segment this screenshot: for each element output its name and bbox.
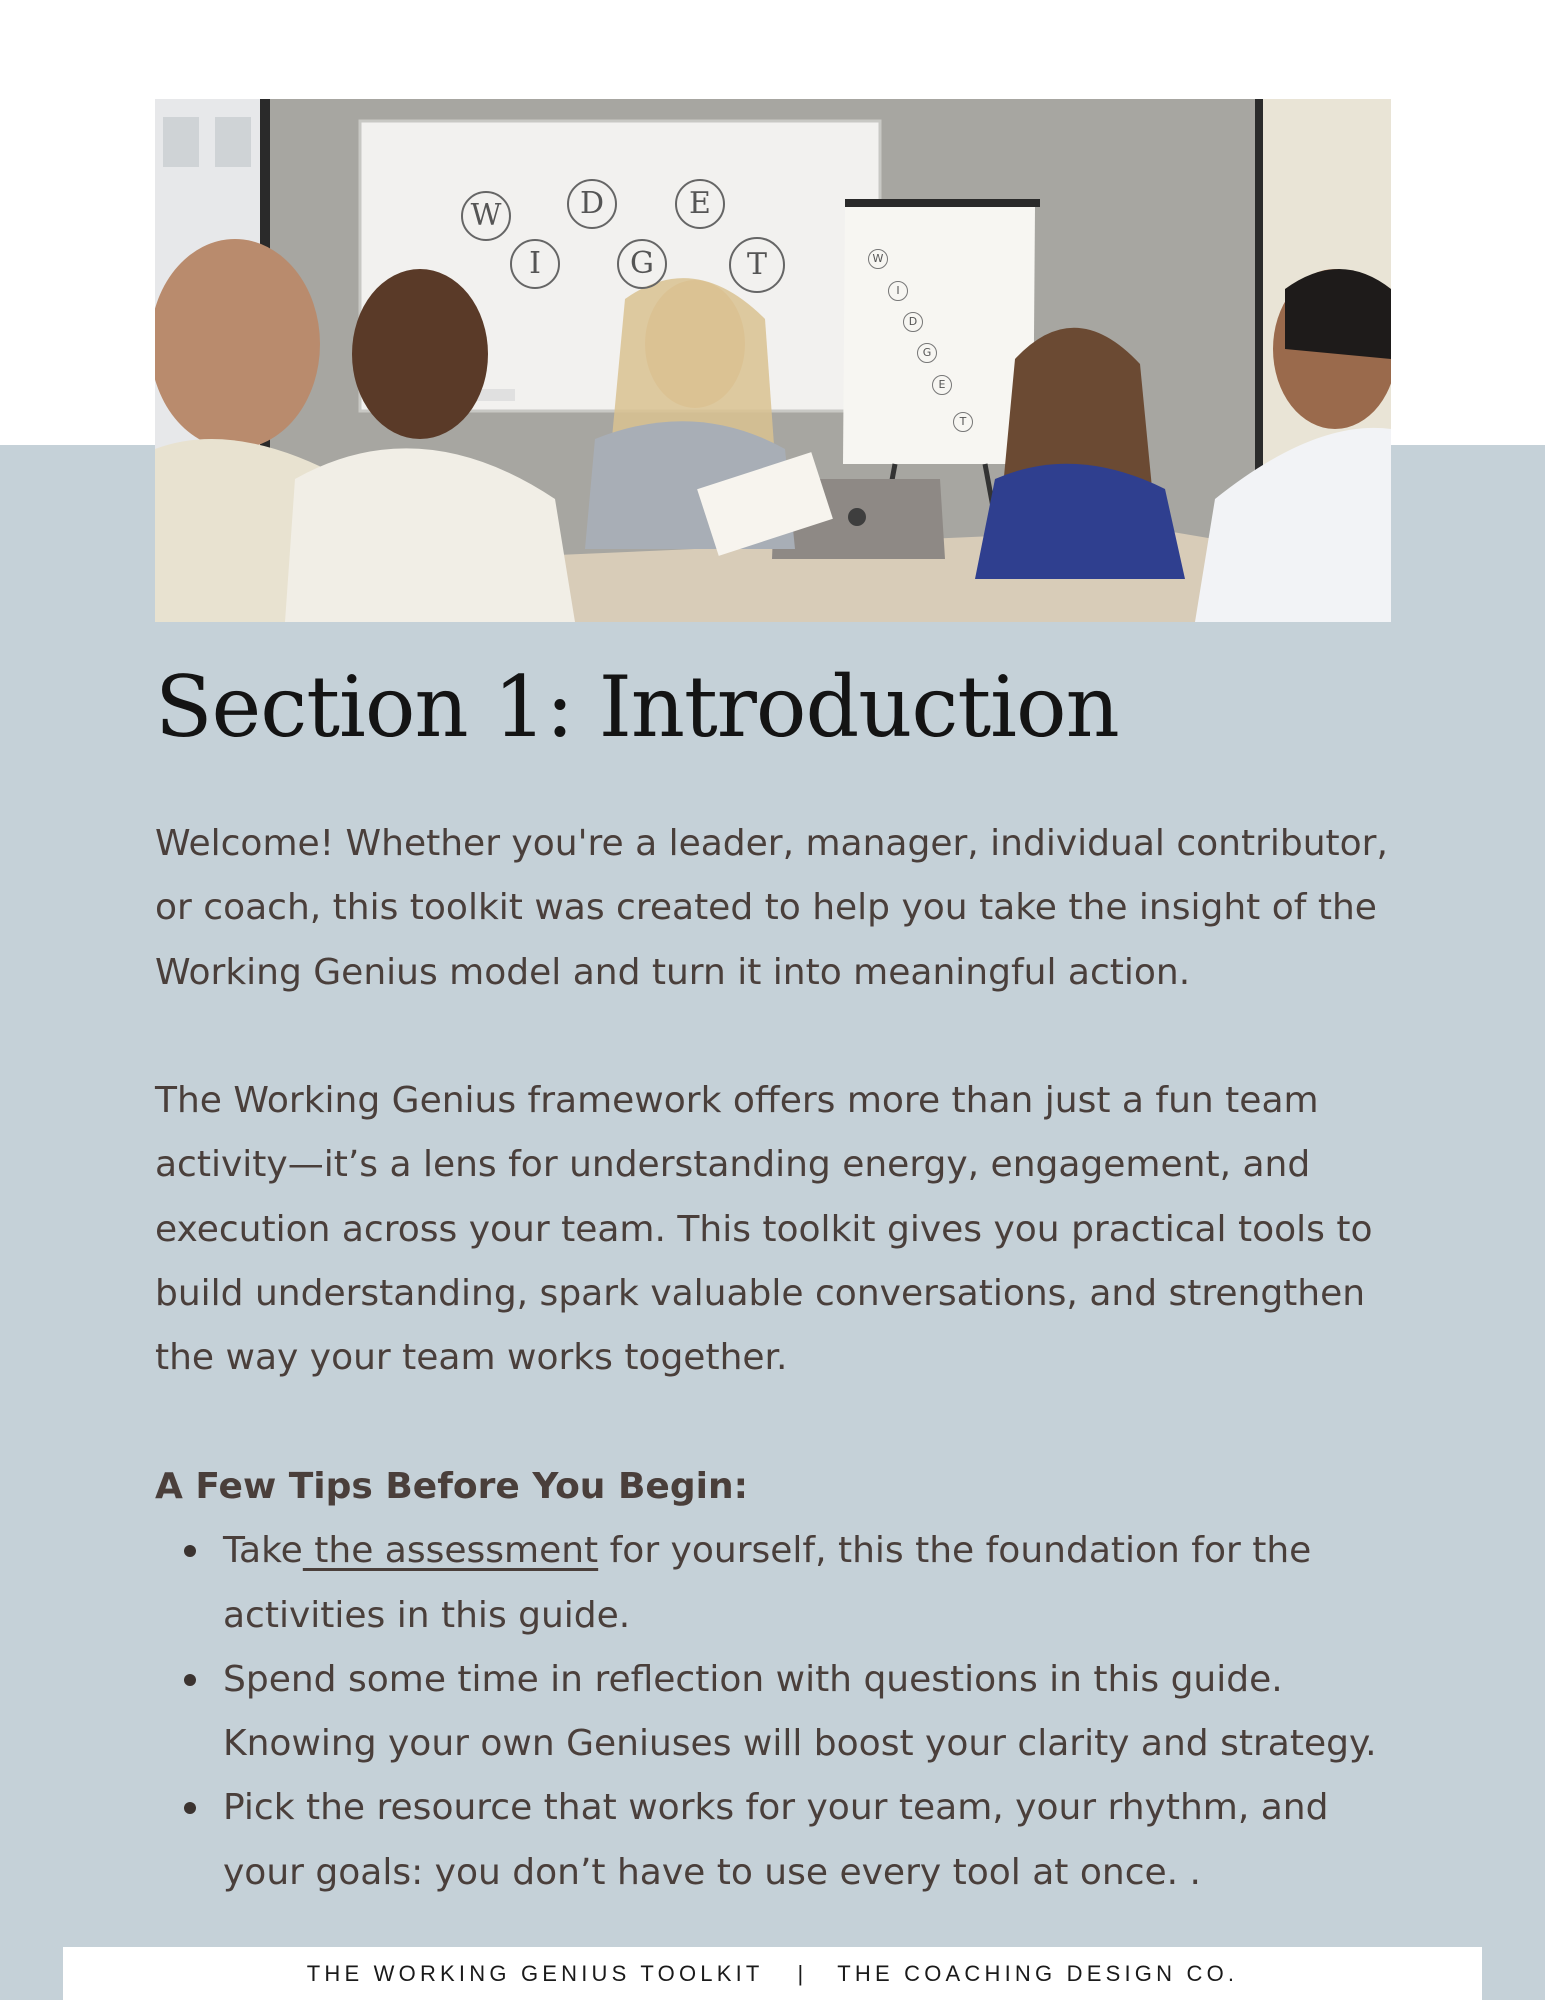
whiteboard-letter: G xyxy=(617,239,667,289)
flipchart-letter: T xyxy=(953,412,973,432)
footer-separator: | xyxy=(797,1960,804,1986)
flipchart-letter: I xyxy=(888,281,908,301)
paragraph-spacer xyxy=(155,1005,1415,1069)
list-item xyxy=(155,1776,1415,1905)
paragraph-spacer xyxy=(155,1391,1415,1455)
whiteboard-letter: I xyxy=(510,239,560,289)
tip-text: for yourself, this the foundation for the activities in this guide. xyxy=(223,1530,1312,1636)
flipchart-letter: W xyxy=(868,249,888,269)
footer-toolkit-title: THE WORKING GENIUS TOOLKIT xyxy=(306,1960,764,1986)
tip-text: Spend some time in reflection with questions in this guide. Knowing your own Geniuses will boost your clarity and strategy. xyxy=(223,1658,1377,1765)
list-item xyxy=(155,1519,1415,1648)
tip-text: Pick the resource that works for your team, your rhythm, and your goals: you don’t have to use every tool at once. . xyxy=(223,1787,1329,1893)
whiteboard-letter: T xyxy=(729,237,785,293)
framework-paragraph: The Working Genius framework offers more than just a fun team activity—it’s a lens for understanding energy, engagement, and execution across your team. This toolkit gives you practical tools to build understanding, spark valuable conversations, and strengthen the way your team works together. xyxy=(155,1080,1373,1379)
flipchart-letters xyxy=(155,99,1391,622)
tips-heading: A Few Tips Before You Begin: xyxy=(155,1465,748,1507)
whiteboard-letter: E xyxy=(675,179,725,229)
footer-company: THE COACHING DESIGN CO. xyxy=(837,1960,1239,1986)
assessment-link[interactable]: the assessment xyxy=(302,1530,599,1572)
tip-text: Take xyxy=(223,1530,303,1572)
whiteboard-letter: D xyxy=(567,179,617,229)
flipchart-letter: G xyxy=(917,343,937,363)
hero-photo xyxy=(155,99,1391,622)
intro-paragraph: Welcome! Whether you're a leader, manager, individual contributor, or coach, this toolkit was created to help you take the insight of the Working Genius model and turn it into meaningful action. xyxy=(155,823,1388,993)
whiteboard-letter: W xyxy=(461,191,511,241)
page-title: Section 1: Introduction xyxy=(155,658,1119,756)
flipchart-letter: E xyxy=(932,375,952,395)
flipchart-letter: D xyxy=(903,312,923,332)
tips-list xyxy=(155,1519,1415,1905)
list-item xyxy=(155,1648,1415,1777)
page-footer xyxy=(63,1947,1482,2000)
body-content xyxy=(155,812,1415,1905)
